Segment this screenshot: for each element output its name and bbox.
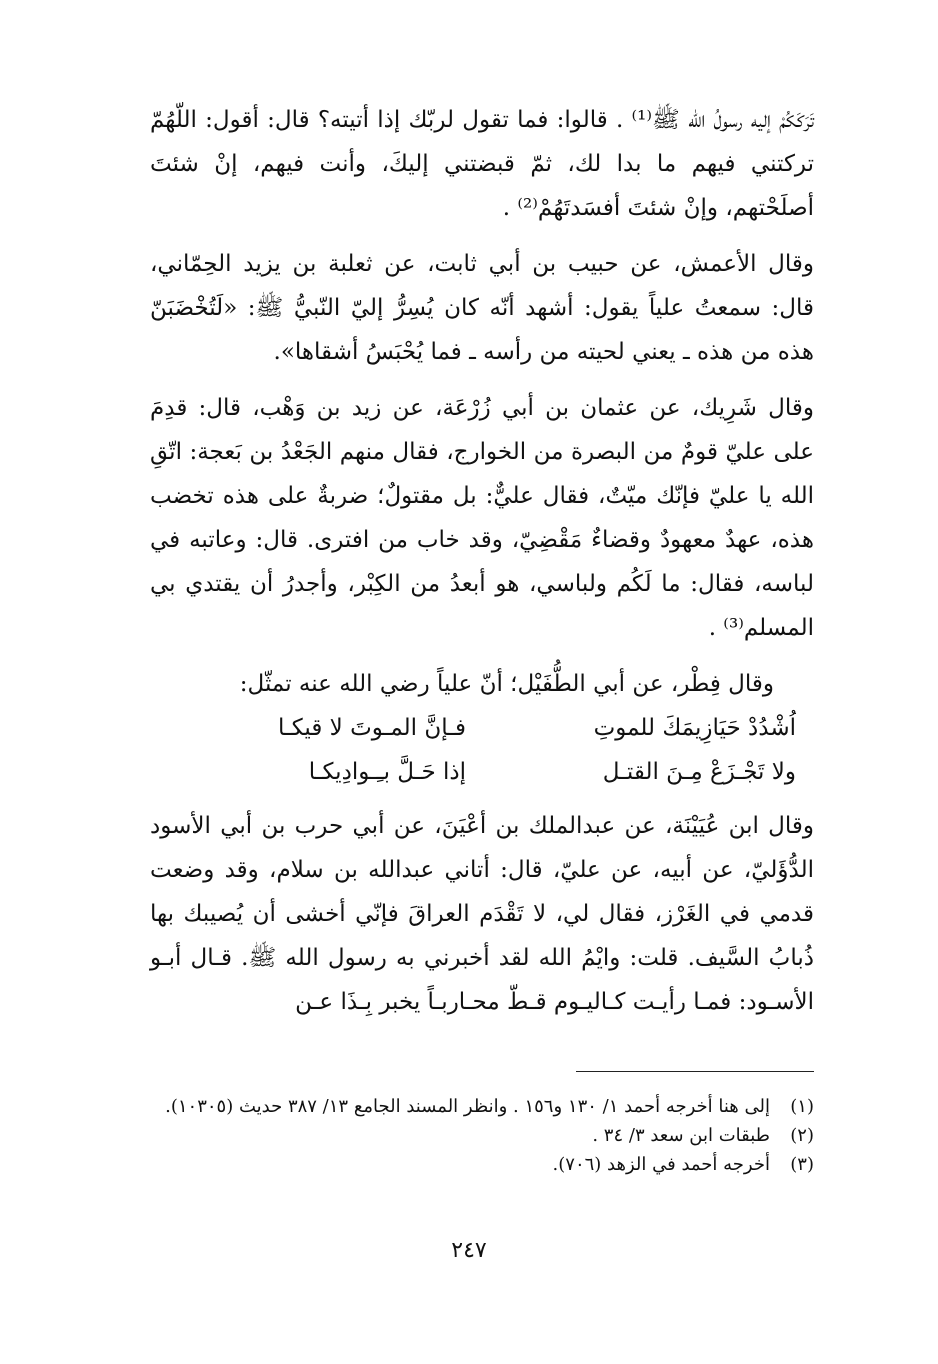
paragraph-1: تَرَكَكُمْ إليه رسولُ الله ﷺ⁽¹⁾ . قالوا: فما تقول لربّك إذا أتيته؟ قال: أقول: اللّهُمّ تركتني فيهم ما بدا لك، ثمّ قبضتني إليكَ، وأنت فيهم، إنْ شئتَ أصلَحْتهم، وإنْ شئتَ أفسَدتَهُمْ⁽²⁾ . (150, 107, 815, 221)
footnote-3 (150, 1150, 814, 1179)
main-text (150, 98, 814, 1036)
footnote-1 (150, 1092, 814, 1121)
verse-1-first-hemistich: اُشْدُدْ حَيَازِيمَكَ للموتِ (593, 715, 796, 741)
poem-block (150, 662, 814, 794)
paragraph-2: وقال الأعمش، عن حبيب بن أبي ثابت، عن ثعلبة بن يزيد الحِمّاني، قال: سمعتُ علياً يقول: أشهد أنّه كان يُسِرُّ إليّ النّبيُّ ﷺ: «لَتُخْضَبَنّ هذه من هذه ـ يعني لحيته من رأسه ـ فما يُحْبَسُ أشقاها». (150, 251, 814, 365)
footnotes (150, 1092, 814, 1179)
footnote-text: طبقات ابن سعد ٣/ ٣٤ . (592, 1125, 770, 1146)
paragraph-4: وقال ابن عُيَيْنَة، عن عبدالملك بن أعْيَنَ، عن أبي حرب بن أبي الأسود الدُّؤَليّ، عن أبيه، عن عليّ، قال: أتاني عبدالله بن سلام، وقد وضعت قدمي في الغَرْز، فقال لي، لا تَقْدَم العراقَ فإنّي أخشى أن يُصيبك بها ذُبابُ السَّيف. قلت: وايْمُ الله لقد أخبرني به رسول الله ﷺ. قـال أبـو الأسـود: فمـا رأيـت كـاليـوم قـطّ محـاربـاً يخبر بِـذَا عـن (150, 813, 814, 1015)
verse-2-second-hemistich: إذا حَـلَّ بـِـوادِيكـا (308, 759, 466, 785)
verse-intro: وقال فِطْر، عن أبي الطُّفَيْل؛ أنّ علياً رضي الله عنه تمثّل: (239, 671, 774, 697)
footnote-text: إلى هنا أخرجه أحمد ١/ ١٣٠ و١٥٦ . وانظر المسند الجامع ١٣/ ٣٨٧ حديث (١٠٣٠٥). (165, 1096, 770, 1117)
footnote-number: (١) (790, 1096, 814, 1117)
page-number: ٢٤٧ (451, 1238, 487, 1263)
footnote-divider (576, 1071, 814, 1072)
verse-line-1 (150, 706, 814, 750)
verse-line-2 (150, 750, 814, 794)
verse-1-second-hemistich: فـإنَّ المـوتَ لا قيكـا (277, 715, 466, 741)
verse-2-first-hemistich: ولا تَجْـزَعْ مِـنَ القتـل (602, 759, 796, 785)
paragraph-3: وقال شَرِيك، عن عثمان بن أبي زُرْعَة، عن زيد بن وَهْب، قال: قدِمَ على عليّ قومٌ من البصرة من الخوارج، فقال منهم الجَعْدُ بن بَعجة: اتّقِ الله يا عليّ فإنّك ميّتٌ، فقال عليٌّ: بل مقتولٌ؛ ضربةٌ على هذه تخضب هذه، عهدٌ معهودٌ وقضاءٌ مَقْضِيّ، وقد خاب من افترى. قال: وعاتبه في لباسه، فقال: ما لَكُم ولباسي، هو أبعدُ من الكِبْر، وأجدرُ أن يقتدي بي المسلم⁽³⁾ . (150, 395, 814, 641)
footnote-2 (150, 1121, 814, 1150)
footnote-number: (٣) (790, 1154, 814, 1175)
footnote-text: أخرجه أحمد في الزهد (٧٠٦). (552, 1154, 770, 1175)
footnote-number: (٢) (790, 1125, 814, 1146)
